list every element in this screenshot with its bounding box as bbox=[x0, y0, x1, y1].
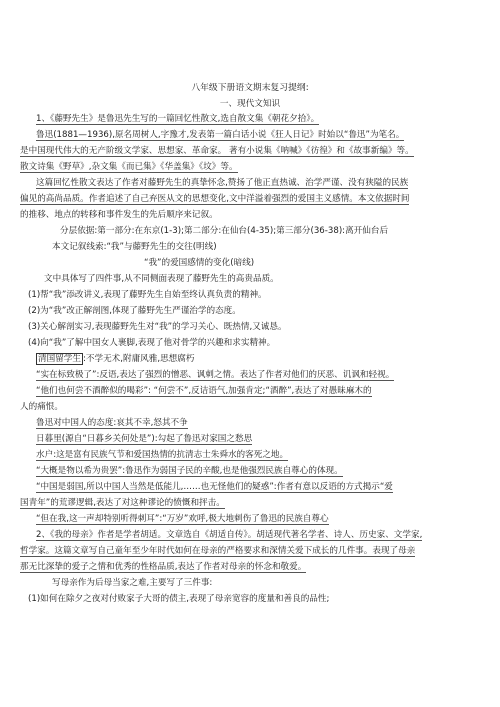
text-line: 清国留学生 :不学无术,附庸风雅,思想腐朽 bbox=[38, 354, 195, 364]
text-line: (4)向“我”了解中国女人裹脚,表现了他对骨学的兴趣和求实精神。 bbox=[28, 338, 276, 348]
text-line: 是中国现代伟大的无产阶级文学家、思想家、革命家。 著有小说集《呐喊》《彷徨》和《故事新编》等。 bbox=[20, 146, 414, 156]
text-line: 散文诗集《野草》,杂文集《而已集》《华盖集》《坟》等。 bbox=[20, 162, 238, 172]
text-line: 的推移、地点的转移和事件发生的先后顺序来记叙。 bbox=[20, 210, 218, 220]
text-line: 写母亲作为后母当家之难,主要写了三件事: bbox=[52, 578, 213, 588]
text-line: 那无比深挚的爱子之情和优秀的性格品质,表达了作者对母亲的怀念和敬爱。 bbox=[20, 562, 307, 572]
text-line: “但在我,这一声却特别听得刺耳”:“万岁”欢呼,极大地刺伤了鲁迅的民族自尊心 bbox=[36, 514, 329, 524]
text-line: 水户:这是富有民族气节和爱国热情的抗清志士朱舜水的客死之地。 bbox=[36, 450, 289, 460]
text-line: 1、《藤野先生》是鲁迅先生写的一篇回忆性散文,选自散文集《朝花夕拾》。 bbox=[36, 114, 320, 124]
text-line: 鲁迅对中国人的态度:哀其不幸,怒其不争 bbox=[36, 418, 188, 428]
text-line: 偏见的高尚品质。作者追述了自己弃医从文的思想变化,文中洋溢着强烈的爱国主义感情。本文依据时间 bbox=[20, 194, 410, 204]
text-line: 人的痛恨。 bbox=[20, 402, 63, 412]
text-line: (2)为“我”改正解剖图,体现了藤野先生严谨治学的态度。 bbox=[28, 306, 241, 316]
text-line: 哲学家。这篇文章写自己童年至少年时代如何在母亲的严格要求和深情关爱下成长的几件事。表现了母亲 bbox=[20, 546, 416, 556]
text-line: 文中具体写了四件事,从不同侧面表现了藤野先生的高贵品质。 bbox=[44, 274, 279, 284]
text-line: 这篇回忆性散文表达了作者对藤野先生的真挚怀念,赞扬了他正直热诚、治学严谨、没有狭隘的民族 bbox=[36, 178, 409, 188]
text-line: (1)如何在除夕之夜对付败家子大哥的债主,表现了母亲宽容的度量和善良的品性; bbox=[28, 594, 330, 604]
text-line: “大概是物以希为贵罢”:鲁迅作为弱国子民的辛酸,也是他强烈民族自尊心的体现。 bbox=[36, 466, 343, 476]
text-line: “我”的爱国感情的变化(暗线) bbox=[144, 258, 255, 268]
boxed-term: 清国留学生 bbox=[38, 354, 81, 364]
text-line: “他们也何尝不酒醉似的喝彩”: “何尝不”,反诘语气,加强肯定;“酒醉”,表达了对愚昧麻木的 bbox=[36, 386, 372, 396]
text-line: “实在标致极了”:反语,表达了强烈的憎恶、讽刺之情。表达了作者对他们的厌恶、讥讽和轻视。 bbox=[36, 370, 395, 380]
text-line: “中国是弱国,所以中国人当然是低能儿,……也无怪他们的疑惑”:作者有意以反语的方式揭示“爱 bbox=[36, 482, 393, 492]
text-line: (3)关心解剖实习,表现藤野先生对“我”的学习关心、既热情,又诚恳。 bbox=[28, 322, 287, 332]
text-line: 日暮里(源自“日暮乡关何处是”):勾起了鲁迅对家国之愁思 bbox=[36, 434, 253, 444]
text-line: 2、《我的母亲》作者是学者胡适。文章选自《胡适自传》。胡适现代著名学者、诗人、历史家、文学家, bbox=[36, 530, 423, 540]
text-line: 国青年”的荒谬逻辑,表达了对这种谬论的愤慨和抨击。 bbox=[20, 498, 225, 508]
section-heading: 一、现代文知识 bbox=[219, 99, 281, 109]
doc-title: 八年级下册语文期末复习提纲: bbox=[191, 83, 309, 93]
text-line: 分层依据:第一部分:在东京(1-3);第二部分:在仙台(4-35);第三部分(36-38):离开仙台后 bbox=[60, 226, 389, 236]
text-line: 本文记叙线索:“我”与藤野先生的交往(明线) bbox=[52, 242, 217, 252]
text-line: 鲁迅(1881—1936),原名周树人,字豫才,发表第一篇白话小说《狂人日记》时始以“鲁迅”为笔名。 bbox=[36, 130, 405, 140]
text-line: (1)帮“我”添改讲义,表现了藤野先生自始至终认真负责的精神。 bbox=[28, 290, 267, 300]
